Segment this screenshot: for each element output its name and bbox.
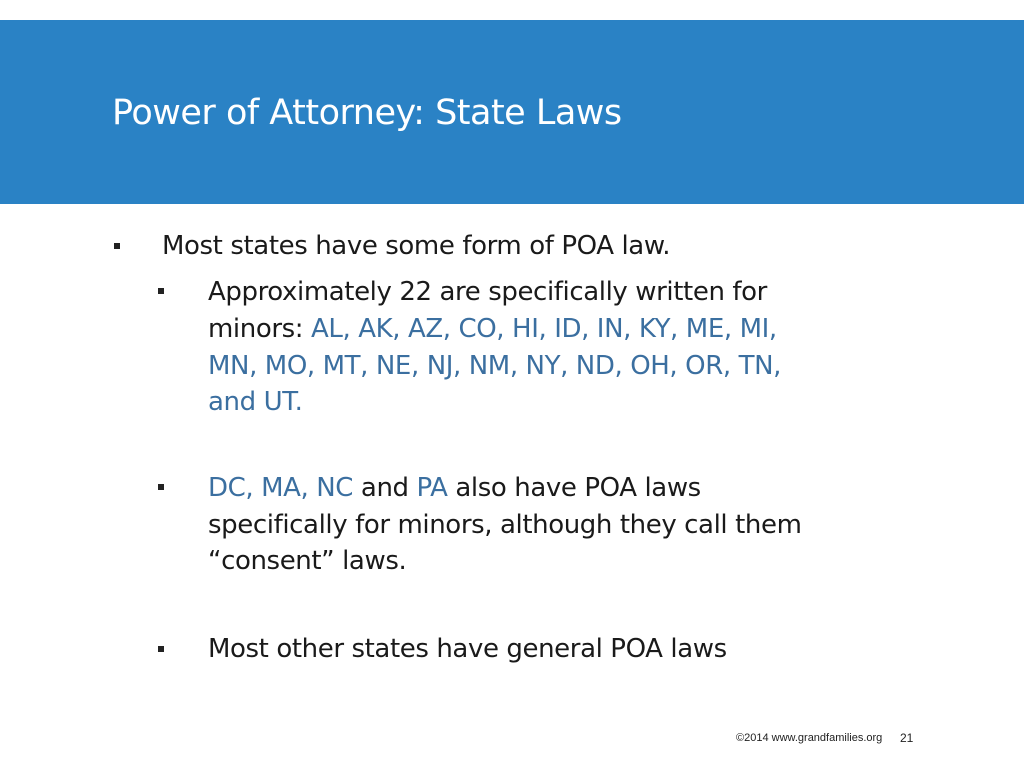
bullet-most-states: Most states have some form of POA law. — [162, 231, 671, 261]
consent-states-a: DC, MA, NC — [208, 473, 354, 503]
sub-bullet-consent-line2: specifically for minors, although they call them — [208, 510, 802, 540]
sub-bullet-marker — [158, 484, 164, 490]
sub-bullet-approximately-22-line2 — [208, 311, 777, 348]
and-word: and — [353, 473, 417, 503]
sub-bullet-general-poa: Most other states have general POA laws — [208, 634, 727, 664]
sub-bullet-consent-line3: “consent” laws. — [208, 546, 407, 576]
consent-state-b: PA — [416, 473, 448, 503]
state-list-part3: and UT. — [208, 387, 303, 417]
minors-label: minors: — [208, 314, 311, 344]
sub-bullet-marker — [158, 646, 164, 652]
state-list-part2: MN, MO, MT, NE, NJ, NM, NY, ND, OH, OR, TN, — [208, 351, 782, 381]
footer-copyright: ©2014 www.grandfamilies.org — [736, 732, 883, 744]
consent-line1-suffix: also have POA laws — [447, 473, 701, 503]
bullet-marker — [114, 243, 120, 249]
sub-bullet-marker — [158, 288, 164, 294]
state-list-part1: AL, AK, AZ, CO, HI, ID, IN, KY, ME, MI, — [311, 314, 777, 344]
sub-bullet-approximately-22-line1: Approximately 22 are specifically written for — [208, 277, 767, 307]
slide-title: Power of Attorney: State Laws — [112, 93, 622, 133]
page-number: 21 — [900, 731, 914, 745]
sub-bullet-consent-line1 — [208, 470, 701, 507]
